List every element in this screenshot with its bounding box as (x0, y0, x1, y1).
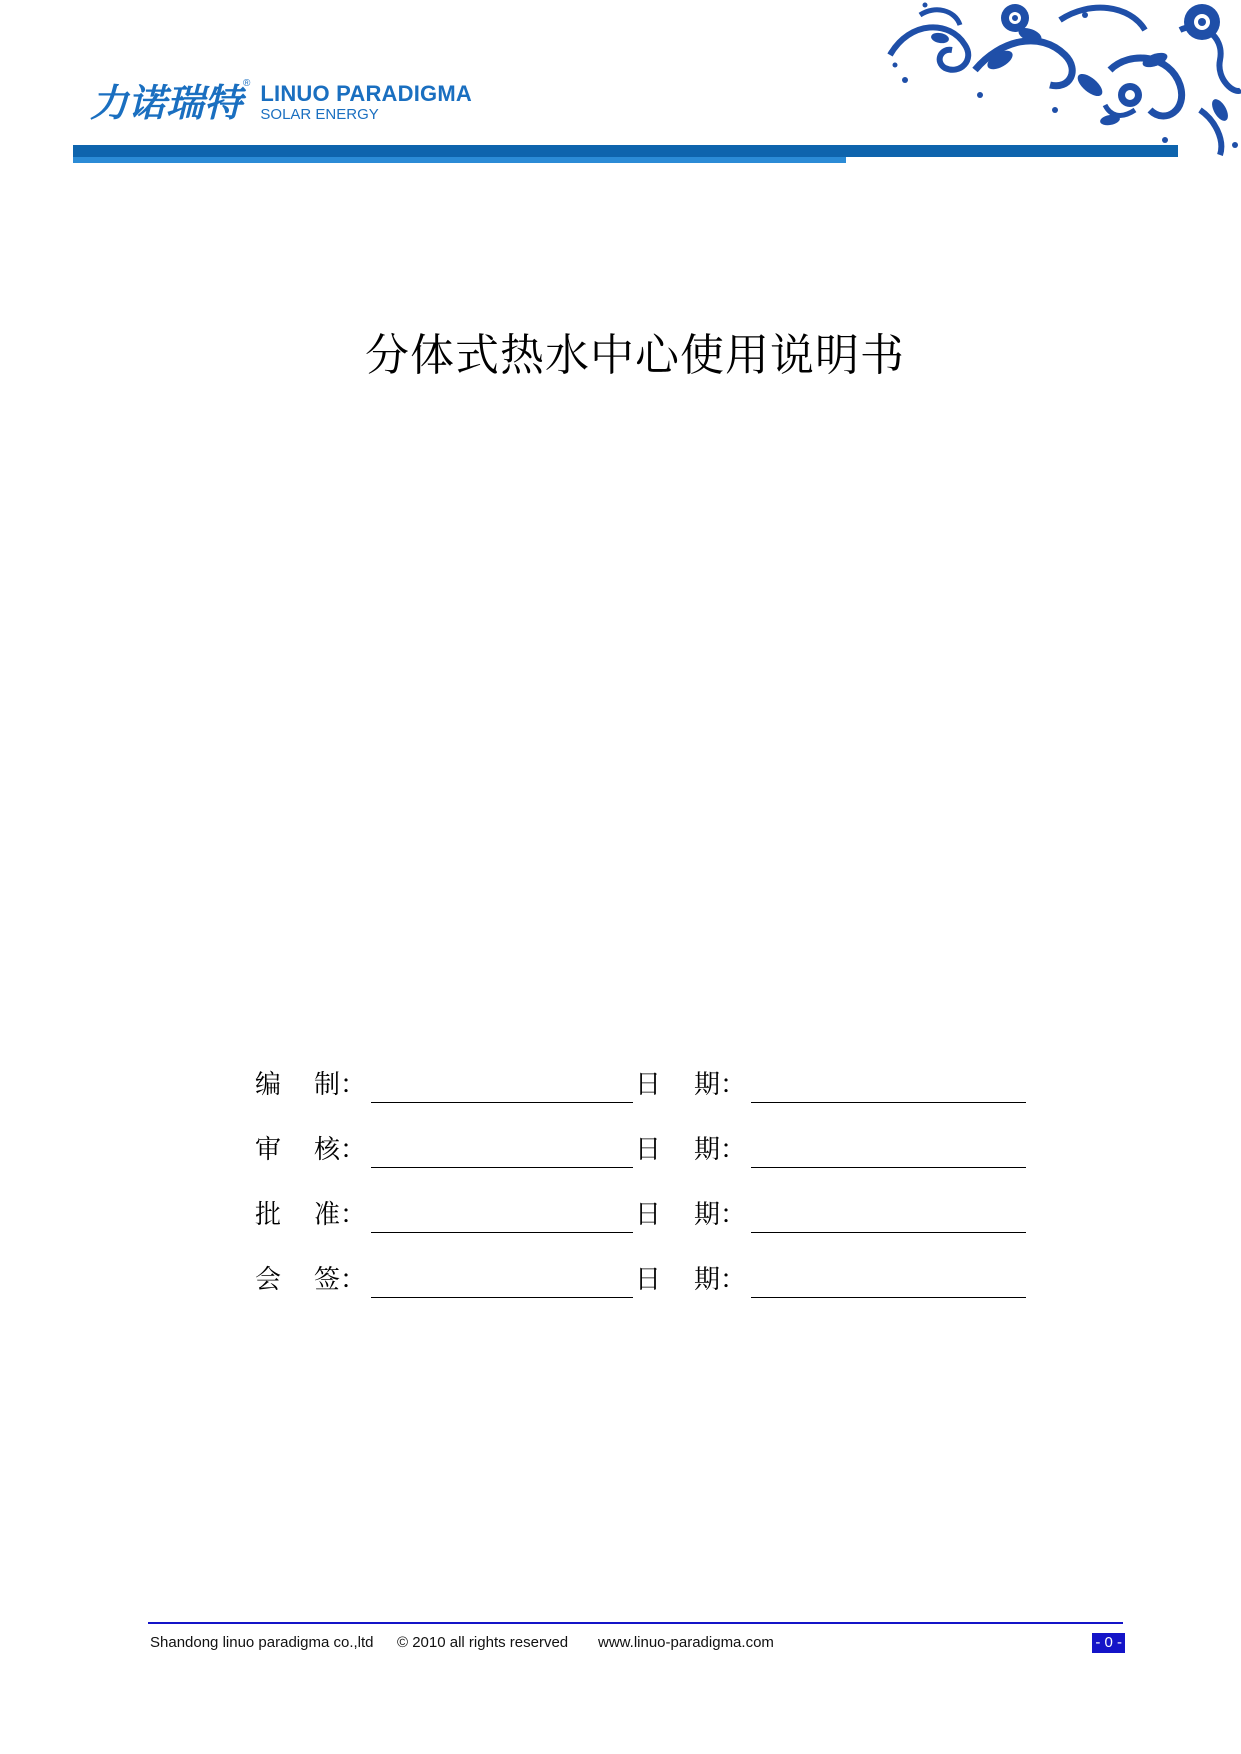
company-logo (90, 78, 472, 128)
footer-website: www.linuo-paradigma.com (598, 1634, 774, 1651)
page-footer (150, 1633, 1125, 1655)
logo-english (260, 82, 472, 124)
date-label: 日 期： (635, 1200, 747, 1230)
signature-line (371, 1232, 633, 1233)
footer-rule (148, 1622, 1123, 1624)
footer-company: Shandong linuo paradigma co.,ltd (150, 1634, 374, 1651)
document-title: 分体式热水中心使用说明书 (365, 330, 905, 381)
signoff-label: 审 核： (255, 1135, 367, 1165)
date-line (751, 1297, 1026, 1298)
page-number: - 0 - (1092, 1633, 1125, 1653)
date-label: 日 期： (635, 1265, 747, 1295)
signoff-label: 编 制： (255, 1070, 367, 1100)
header-bar-dark (73, 145, 1178, 157)
signoff-row-approve (255, 1190, 1035, 1240)
date-line (751, 1167, 1026, 1168)
date-line (751, 1102, 1026, 1103)
signature-line (371, 1102, 633, 1103)
blue-floral-ornament-icon (880, 0, 1241, 160)
logo-chinese-text: 力诺瑞特 (90, 81, 243, 125)
signoff-row-countersign (255, 1255, 1035, 1305)
registered-mark: ® (243, 78, 251, 89)
date-label: 日 期： (635, 1135, 747, 1165)
signature-line (371, 1297, 633, 1298)
date-label: 日 期： (635, 1070, 747, 1100)
header-bar-light (73, 157, 846, 163)
logo-english-line2: SOLAR ENERGY (260, 106, 379, 123)
signoff-label: 会 签： (255, 1265, 367, 1295)
signoff-row-compile (255, 1060, 1035, 1110)
footer-copyright: © 2010 all rights reserved (397, 1634, 569, 1651)
logo-english-line1: LINUO PARADIGMA (260, 81, 472, 106)
signoff-label: 批 准： (255, 1200, 367, 1230)
signoff-row-review (255, 1125, 1035, 1175)
date-line (751, 1232, 1026, 1233)
signature-line (371, 1167, 633, 1168)
